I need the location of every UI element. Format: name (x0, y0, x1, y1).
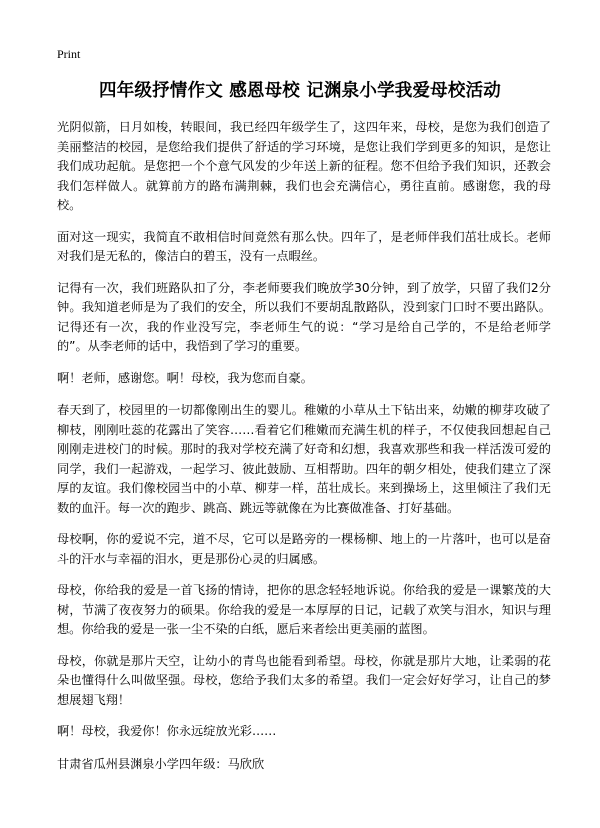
paragraph-school-love: 母校啊，你的爱说不完，道不尽，它可以是路旁的一棵杨柳、地上的一片落叶，也可以是奋斗的汗水与幸福的泪水，更是那份心灵的归属感。 (57, 532, 551, 566)
paragraph-spring-campus: 春天到了，校园里的一切都像刚出生的婴儿。稚嫩的小草从土下钻出来，幼嫩的柳芽攻破了柳枝，刚刚吐蕊的花露出了笑容……看着它们稚嫩而充满生机的样子，不仅使我回想起自己刚刚走进校门的时候。那时的我对学校充满了好奇和幻想，我喜欢那些和我一样活泼可爱的同学，我们一起游戏，一起学习、彼此鼓励、互相帮助。四年的朝夕相处，使我们建立了深厚的友谊。我们像校园当中的小草、柳芽一样，茁壮成长。来到操场上，这里倾注了我们无数的血汗。每一次的跑步、跳高、跳远等就像在为比赛做准备、打好基础。 (57, 403, 551, 515)
paragraph-thanks-teacher: 啊！老师，感谢您。啊！母校，我为您而自豪。 (57, 370, 313, 385)
paragraph-time-flies: 面对这一现实，我简直不敢相信时间竟然有那么快。四年了，是老师伴我们茁壮成长。老师对我们是无私的，像洁白的碧玉，没有一点暇丝。 (57, 229, 551, 263)
article-body (57, 118, 551, 774)
paragraph-poem-of-love: 母校，你给我的爱是一首飞扬的情诗，把你的思念轻轻地诉说。你给我的爱是一课繁茂的大树，节满了夜夜努力的硕果。你给我的爱是一本厚厚的日记，记载了欢笑与泪水，知识与理想。你给我的爱是一张一尘不染的白纸，愿后来者绘出更美丽的蓝图。 (57, 583, 551, 636)
article-title: 四年级抒情作文 感恩母校 记渊泉小学我爱母校活动 (99, 81, 501, 101)
paragraph-sky-and-earth: 母校，你就是那片天空，让幼小的青鸟也能看到希望。母校，你就是那片大地，让柔弱的花朵也懂得什么叫做坚强。母校，您给予我们太多的希望。我们一定会好好学习，让自己的梦想展翅飞翔！ (57, 653, 551, 707)
print-link[interactable]: Print (57, 47, 81, 61)
paragraph-closing: 啊！母校，我爱你！你永远绽放光彩…… (57, 724, 277, 738)
author-signature: 甘肃省瓜州县渊泉小学四年级：马欣欣 (57, 756, 265, 771)
paragraph-teacher-memory: 记得有一次，我们班路队扣了分，李老师要我们晚放学30分钟，到了放学，只留了我们2分钟。我知道老师是为了我们的安全，所以我们不要胡乱散路队，没到家门口时不要出路队。记得还有一次，我的作业没写完，李老师生气的说：“学习是给自己学的，不是给老师学的”。从李老师的话中，我悟到了学习的重要。 (57, 280, 551, 353)
paragraph-intro: 光阴似箭，日月如梭，转眼间，我已经四年级学生了，这四年来，母校，是您为我们创造了美丽整洁的校园，是您给我们提供了舒适的学习环境，是您让我们学到更多的知识，是您让我们成功起航。是您把一个个意气风发的少年送上新的征程。您不但给予我们知识，还教会我们怎样做人。就算前方的路布满荆棘，我们也会充满信心，勇往直前。感谢您，我的母校。 (57, 120, 551, 212)
